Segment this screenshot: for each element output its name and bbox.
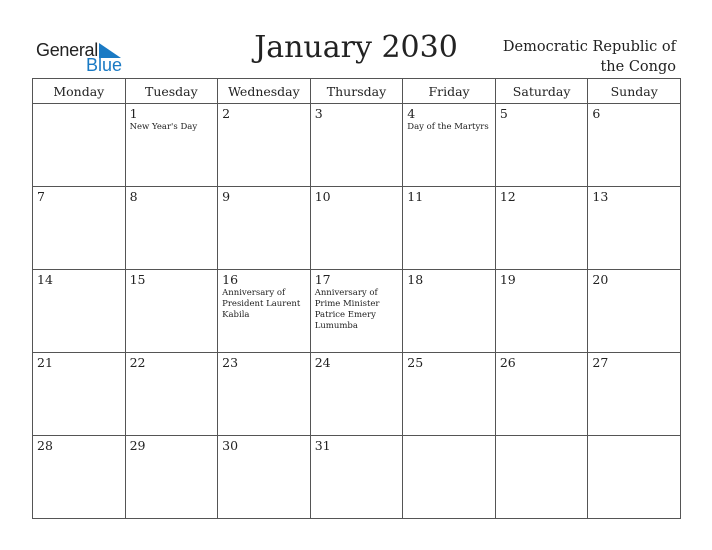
weekday-header: Thursday — [310, 79, 403, 104]
week-row — [33, 436, 681, 519]
day-cell — [495, 187, 588, 270]
day-cell — [33, 436, 126, 519]
day-cell — [403, 104, 496, 187]
day-cell — [33, 104, 126, 187]
week-row — [33, 353, 681, 436]
day-number: 31 — [314, 438, 331, 453]
weekday-header: Sunday — [588, 79, 681, 104]
country-name — [476, 37, 676, 77]
day-number: 10 — [314, 189, 331, 204]
day-number: 4 — [407, 106, 416, 121]
day-cell — [588, 187, 681, 270]
country-line-1: Democratic Republic of — [502, 39, 676, 55]
day-cell — [33, 270, 126, 353]
day-cell — [33, 187, 126, 270]
day-number: 1 — [129, 106, 138, 121]
day-number: 26 — [499, 355, 516, 370]
day-number: 8 — [129, 189, 138, 204]
day-cell — [588, 104, 681, 187]
day-cell — [495, 270, 588, 353]
day-number: 14 — [37, 272, 53, 287]
day-cell — [495, 353, 588, 436]
day-cell — [310, 270, 403, 353]
calendar-grid — [32, 78, 681, 519]
day-number: 20 — [592, 272, 609, 287]
day-cell — [310, 187, 403, 270]
day-cell — [125, 270, 218, 353]
day-cell — [403, 436, 496, 519]
day-cell — [125, 187, 218, 270]
weekday-header: Saturday — [495, 79, 588, 104]
day-cell — [403, 187, 496, 270]
day-number: 28 — [37, 438, 53, 453]
weekday-header: Friday — [403, 79, 496, 104]
day-number: 18 — [407, 272, 424, 287]
day-cell — [310, 353, 403, 436]
day-cell — [125, 353, 218, 436]
day-number: 11 — [407, 189, 424, 204]
day-cell — [218, 270, 311, 353]
day-cell — [310, 436, 403, 519]
day-number: 7 — [37, 189, 45, 204]
day-number: 25 — [407, 355, 424, 370]
week-row — [33, 187, 681, 270]
logo-word-general: General — [36, 40, 98, 60]
day-number: 6 — [592, 106, 601, 121]
day-cell — [310, 104, 403, 187]
day-cell — [33, 353, 126, 436]
week-row — [33, 104, 681, 187]
day-number: 9 — [222, 189, 231, 204]
week-row — [33, 270, 681, 353]
day-number: 30 — [222, 438, 239, 453]
weekday-header: Wednesday — [218, 79, 311, 104]
holiday-label: Day of the Martyrs — [407, 122, 489, 132]
day-cell — [218, 436, 311, 519]
day-number: 24 — [314, 355, 331, 370]
country-line-2: the Congo — [600, 59, 676, 75]
day-number: 22 — [129, 355, 146, 370]
day-number: 29 — [129, 438, 146, 453]
day-cell — [588, 436, 681, 519]
day-number: 27 — [592, 355, 609, 370]
day-number: 23 — [222, 355, 239, 370]
page-title: January 2030 — [254, 30, 458, 65]
day-number: 5 — [499, 106, 508, 121]
day-number: 19 — [499, 272, 516, 287]
holiday-label: Anniversary of President Laurent Kabila — [222, 288, 301, 320]
day-cell — [125, 436, 218, 519]
day-number: 12 — [499, 189, 516, 204]
weekday-header: Monday — [33, 79, 126, 104]
day-cell — [403, 270, 496, 353]
logo-word-blue: Blue — [86, 55, 123, 75]
day-number: 21 — [37, 355, 53, 370]
day-cell — [218, 353, 311, 436]
holiday-label: Anniversary of Prime Minister Patrice Emery Lumumba — [314, 288, 380, 331]
day-cell — [588, 353, 681, 436]
day-cell — [218, 187, 311, 270]
day-cell — [218, 104, 311, 187]
day-number: 16 — [222, 272, 239, 287]
day-number: 13 — [592, 189, 609, 204]
day-number: 2 — [222, 106, 231, 121]
weekday-header: Tuesday — [125, 79, 218, 104]
day-cell — [403, 353, 496, 436]
weekday-header-row — [33, 79, 681, 104]
holiday-label: New Year's Day — [129, 122, 198, 132]
day-number: 3 — [314, 106, 323, 121]
day-cell — [495, 104, 588, 187]
day-cell — [125, 104, 218, 187]
day-number: 15 — [129, 272, 146, 287]
day-cell — [588, 270, 681, 353]
day-cell — [495, 436, 588, 519]
day-number: 17 — [314, 272, 331, 287]
